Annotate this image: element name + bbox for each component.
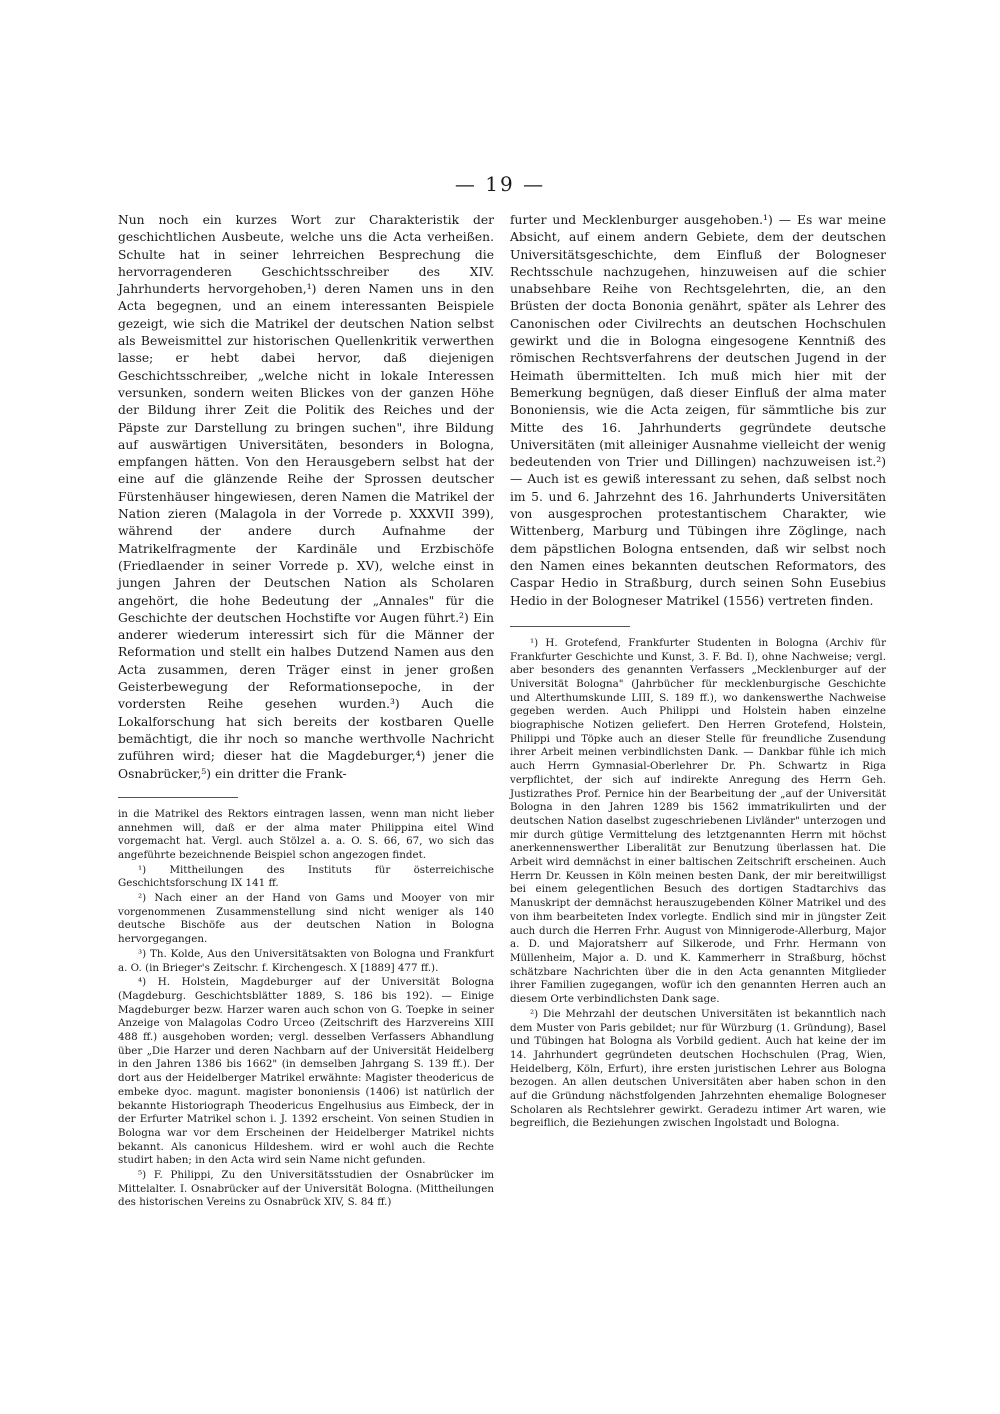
footnote-left-2: ²) Nach einer an der Hand von Gams und Mooyer von mir vorgenommenen Zusammenstellung sind nicht weniger als 140 deutsche Bischöfe aus der deutschen Nation in Bologna hervorgegangen. (118, 892, 494, 946)
left-body-text: Nun noch ein kurzes Wort zur Charakteristik der geschichtlichen Ausbeute, welche uns die Acta verheißen. Schulte hat in seiner lehrreichen Besprechung die hervorragenderen Geschichtsschreiber des XIV. Jahrhunderts hervorgehoben,¹) deren Namen uns in den Acta begegnen, und an einem interessanten Beispiele gezeigt, wie sich die Matrikel der deutschen Nation selbst als Beweismittel zur historischen Quellenkritik verwerthen lasse; er hebt dabei hervor, daß diejenigen Geschichtsschreiber, „welche nicht in lokale Interessen versunken, sondern weiten Blickes von der ganzen Höhe der Bildung ihrer Zeit die Politik des Reiches und der Päpste zur Darstellung zu bringen suchen", ihre Bildung auf auswärtigen Universitäten, besonders in Bologna, empfangen hätten. Von den Herausgebern selbst hat der eine auf die glänzende Reihe der Sprossen deutscher Fürstenhäuser hingewiesen, deren Namen die Matrikel der Nation zieren (Malagola in der Vorrede p. XXXVII 399), während der andere durch Aufnahme der Matrikelfragmente der Kardinäle und Erzbischöfe (Friedlaender in seiner Vorrede p. XV), welche einst in jungen Jahren der Deutschen Nation als Scholaren angehört, die hohe Bedeutung der „Annales" für die Geschichte der deutschen Hochstifte vor Augen führt.²) Ein anderer wiederum interessirt sich für die Männer der Reformation und stellt ein halbes Dutzend Namen aus den Acta zusammen, deren Träger einst in jener großen Geisterbewegung der Reformationsepoche, in der vordersten Reihe gesehen wurden.³) Auch die Lokalforschung hat sich bereits der kostbaren Quelle bemächtigt, die ihr noch so manche werthvolle Nachricht zuführen wird; dieser hat die Magdeburger,⁴) jener die Osnabrücker,⁵) ein dritter die Frank- (118, 213, 494, 781)
footnote-right-1: ¹) H. Grotefend, Frankfurter Studenten in Bologna (Archiv für Frankfurter Geschichte und Kunst, 3. F. Bd. I), ohne Nachweise; vergl. aber besonders des genannten Verfassers „Mecklenburger auf der Universität Bologna" (Jahrbücher für mecklenburgische Geschichte und Alterthumskunde LIII, S. 189 ff.), wo dankenswerthe Nachweise gegeben werden. Auch Philippi und Holstein haben einzelne biographische Notizen geliefert. Den Herren Grotefend, Holstein, Philippi und Töpke auch an dieser Stelle für freundliche Zusendung ihrer Arbeit meinen verbindlichsten Dank. — Dankbar fühle ich mich auch Herrn Gymnasial-Oberlehrer Dr. Ph. Schwartz in Riga verpflichtet, der sich auf indirekte Anregung des Herrn Geh. Justizrathes Prof. Pernice hin der Bearbeitung der „auf der Universität Bologna in den Jahren 1289 bis 1562 immatrikulirten und der deutschen Nation daselbst zugeschriebenen Livländer" unterzogen und mir durch gütige Vermittelung des letztgenannten Herrn mit höchst anerkennenswerther Liberalität zur Benutzung überlassen hat. Die Arbeit wird demnächst in einer baltischen Zeitschrift erscheinen. Auch Herrn Dr. Keussen in Köln meinen besten Dank, der mir bereitwilligst bei einem gelegentlichen Besuch des dortigen Stadtarchivs das Manuskript der demnächst herauszugebenden Kölner Matrikel und des von ihm bearbeiteten Index vorlegte. Endlich sind mir in jüngster Zeit auch durch die Herren Frhr. August von Minnigerode-Allerburg, Major a. D. und Majoratsherr auf Silkerode, und Frhr. Hermann von Müllenheim, Major a. D. und K. Kammerherr in Straßburg, höchst schätzbare Nachrichten über die in den Acta genannten Mitglieder ihrer Familien zugegangen, wofür ich den genannten Herren auch an diesem Orte verbindlichsten Dank sage. (510, 636, 886, 1006)
footnote-divider-right (510, 626, 630, 627)
footnote-left-1: ¹) Mittheilungen des Instituts für österreichische Geschichtsforschung IX 141 ff. (118, 863, 494, 890)
footnote-left-3: ³) Th. Kolde, Aus den Universitätsakten von Bologna und Frankfurt a. O. (in Brieger's Zeitschr. f. Kirchengesch. X [1889] 477 ff.). (118, 947, 494, 974)
footnote-left-4: ⁴) H. Holstein, Magdeburger auf der Universität Bologna (Magdeburg. Geschichtsblätter 1889, S. 186 bis 192). — Einige Magdeburger bezw. Harzer waren auch schon von G. Toepke in seiner Anzeige von Malagolas Codro Urceo (Zeitschrift des Harzvereins XIII 488 ff.) ausgehoben worden; vergl. desselben Verfassers Abhandlung über „Die Harzer und deren Nachbarn auf der Universität Heidelberg in den Jahren 1386 bis 1662" (in demselben Jahrgang S. 139 ff.). Der dort aus der Heidelberger Matrikel erwähnte: Magister theodericus de embeke dyoc. magunt. magister bononiensis (1406) ist natürlich der bekannte Historiograph Theodericus Engelhusius aus Eimbeck, der in der Erfurter Matrikel schon i. J. 1392 erscheint. Von seinen Studien in Bologna war vor dem Erscheinen der Heidelberger Matrikel nichts bekannt. Als canonicus Hildeshem. wird er wohl auch die Rechte studirt haben; in den Acta wird sein Name nicht gefunden. (118, 976, 494, 1167)
right-body-text: furter und Mecklenburger ausgehoben.¹) — Es war meine Absicht, auf einem andern Gebiete, dem der deutschen Universitätsgeschichte, dem Einfluß der Bologneser Rechtsschule nachzugehen, hinzuweisen auf die schier unabsehbare Reihe von Rechtsgelehrten, die, an den Brüsten der docta Bononia genährt, später als Lehrer des Canonischen oder Civilrechts an deutschen Hochschulen gewirkt und die in Bologna eingesogene Kenntniß des römischen Rechtsverfahrens der deutschen Jugend in der Heimath übermittelten. Ich muß mich hier mit der Bemerkung begnügen, daß dieser Einfluß der alma mater Bononiensis, wie die Acta zeigen, für sämmtliche bis zur Mitte des 16. Jahrhunderts gegründete deutsche Universitäten (mit alleiniger Ausnahme vielleicht der wenig bedeutenden von Trier und Dillingen) nachzuweisen ist.²) — Auch ist es gewiß interessant zu sehen, daß selbst noch im 5. und 6. Jahrzehnt des 16. Jahrhunderts Universitäten von ausgesprochen protestantischem Charakter, wie Wittenberg, Marburg und Tübingen ihre Zöglinge, nach dem päpstlichen Bologna entsenden, daß wir selbst noch den Namen eines bekannten deutschen Reformators, des Caspar Hedio in Straßburg, durch seinen Sohn Eusebius Hedio in der Bologneser Matrikel (1556) vertreten finden. (510, 213, 886, 608)
left-column (118, 212, 494, 1211)
footnote-right-2: ²) Die Mehrzahl der deutschen Universitäten ist bekanntlich nach dem Muster von Paris gebildet; nur für Würzburg (1. Gründung), Basel und Tübingen hat Bologna als Vorbild gedient. Auch hat keine der im 14. Jahrhundert gegründeten deutschen Hochschulen (Prag, Wien, Heidelberg, Köln, Erfurt), ihre ersten juristischen Lehrer aus Bologna bezogen. An allen deutschen Universitäten aber haben schon in den auf die Gründung nächstfolgenden Jahrzehnten ehemalige Bologneser Scholaren als Rechtslehrer gewirkt. Geradezu intimer Art waren, wie begreiflich, die Beziehungen zwischen Ingolstadt und Bologna. (510, 1007, 886, 1130)
footnote-divider-left (118, 797, 238, 798)
footnote-left-5: ⁵) F. Philippi, Zu den Universitätsstudien der Osnabrücker im Mittelalter. I. Osnabrücker auf der Universität Bologna. (Mittheilungen des historischen Vereins zu Osnabrück XIV, S. 84 ff.) (118, 1169, 494, 1209)
footnote-continued: in die Matrikel des Rektors eintragen lassen, wenn man nicht lieber annehmen will, daß er der alma mater Philippina eitel Wind vorgemacht hat. Vergl. auch Stölzel a. a. O. S. 66, 67, wo sich das angeführte bezeichnende Beispiel schon angezogen findet. (118, 807, 494, 861)
right-column (510, 212, 886, 1132)
page-number: — 19 — (454, 172, 546, 196)
